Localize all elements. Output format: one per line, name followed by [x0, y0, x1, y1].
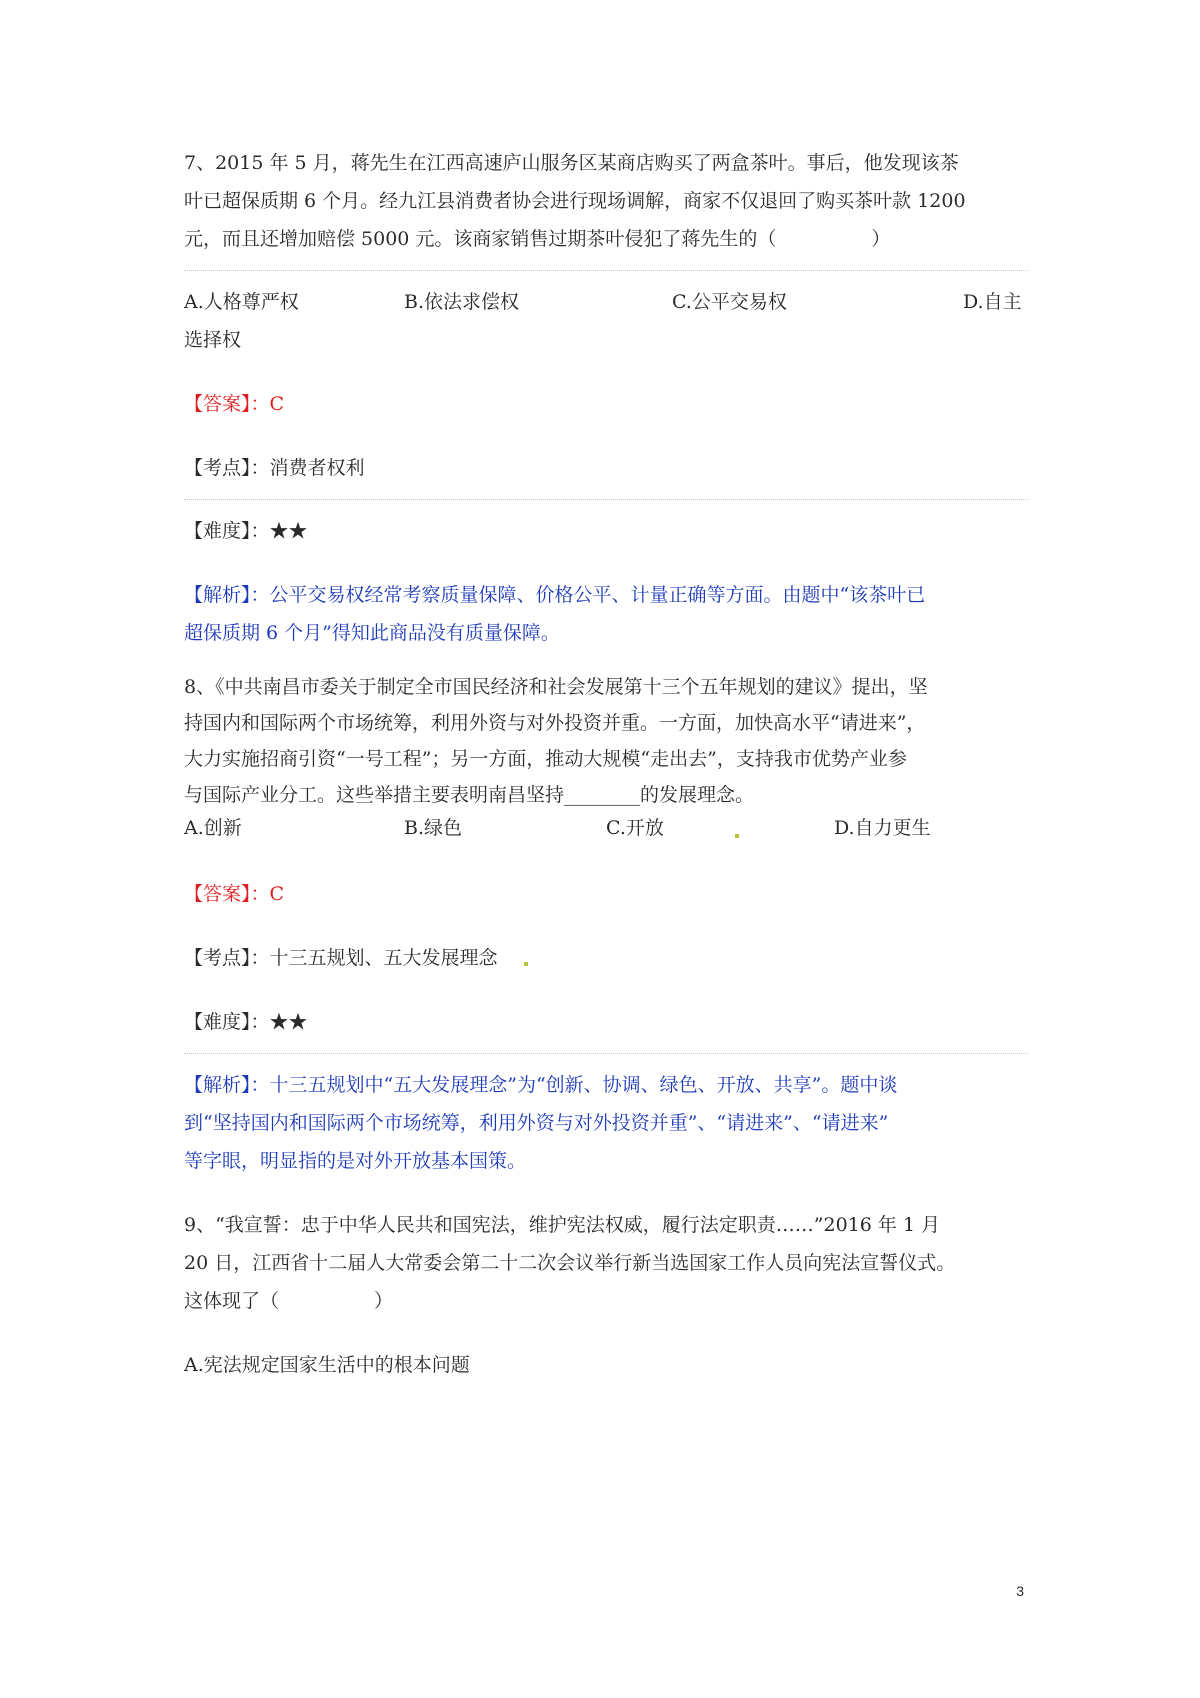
point-value: 十三五规划、五大发展理念: [269, 947, 498, 969]
q9-stem-line-2: 20 日，江西省十二届人大常委会第二十二次会议举行新当选国家工作人员向宪法宣誓仪式。: [184, 1252, 956, 1274]
q8-option-b: B.绿色: [404, 817, 463, 839]
answer-label: 【答案】：: [184, 883, 270, 905]
point-value: 消费者权利: [269, 457, 365, 479]
analysis-text: 公平交易权经常考察质量保障、价格公平、计量正确等方面。由题中“该茶叶已: [269, 584, 926, 606]
dotted-divider: [184, 499, 1028, 500]
difficulty-label: 【难度】：: [184, 1011, 270, 1033]
q7-answer: [184, 384, 1028, 424]
q7-stem-line-1: 7、2015 年 5 月，蒋先生在江西高速庐山服务区某商店购买了两盒茶叶。事后，他发现该茶: [184, 152, 959, 174]
q7-option-b: B.依法求偿权: [404, 291, 520, 313]
q7-analysis-line-2: 超保质期 6 个月”得知此商品没有质量保障。: [184, 622, 560, 644]
q7-point: [184, 448, 1028, 488]
q8-point: [184, 938, 1028, 978]
analysis-label: 【解析】：: [184, 1074, 270, 1096]
analysis-text: 十三五规划中“五大发展理念”为“创新、协调、绿色、开放、共享”。题中谈: [269, 1074, 898, 1096]
q8-stem-line-3: 大力实施招商引资“一号工程”；另一方面，推动大规模“走出去”，支持我市优势产业参: [184, 748, 907, 770]
q8-option-c: C.开放: [606, 817, 664, 839]
q7-stem-line-3: 元，而且还增加赔偿 5000 元。该商家销售过期茶叶侵犯了蒋先生的（ ）: [184, 228, 891, 250]
difficulty-stars: ★★: [269, 1011, 308, 1033]
difficulty-label: 【难度】：: [184, 520, 270, 542]
q8-analysis-line-1: [184, 1065, 1028, 1105]
q7-difficulty: [184, 511, 1028, 551]
dotted-divider: [184, 270, 1028, 271]
point-label: 【考点】：: [184, 947, 270, 969]
answer-label: 【答案】：: [184, 393, 270, 415]
q8-stem-line-2: 持国内和国际两个市场统筹，利用外资与对外投资并重。一方面，加快高水平“请进来”，: [184, 712, 926, 734]
q7-option-a: A.人格尊严权: [184, 291, 299, 313]
stray-mark: [735, 834, 739, 838]
q8-option-a: A.创新: [184, 817, 242, 839]
q9-stem-line-3: 这体现了（ ）: [184, 1290, 394, 1312]
q8-answer: [184, 874, 1028, 914]
q7-option-d-continued: 选择权: [184, 329, 242, 351]
q8-stem-line-4: 与国际产业分工。这些举措主要表明南昌坚持________的发展理念。: [184, 784, 755, 806]
dotted-divider: [184, 1053, 1028, 1054]
q7-analysis-line-1: [184, 575, 1028, 615]
q8-stem-line-1: 8、《中共南昌市委关于制定全市国民经济和社会发展第十三个五年规划的建议》提出，坚: [184, 676, 928, 698]
q8-analysis-line-3: 等字眼，明显指的是对外开放基本国策。: [184, 1150, 527, 1172]
q9-option-a: A.宪法规定国家生活中的根本问题: [184, 1354, 470, 1376]
analysis-label: 【解析】：: [184, 584, 270, 606]
q7-stem-line-2: 叶已超保质期 6 个月。经九江县消费者协会进行现场调解，商家不仅退回了购买茶叶款 1200: [184, 190, 966, 212]
stray-mark: [524, 962, 528, 966]
q7-option-c: C.公平交易权: [672, 291, 787, 313]
answer-value: C: [269, 883, 285, 905]
q8-analysis-line-2: 到“坚持国内和国际两个市场统筹，利用外资与对外投资并重”、“请进来”、“请进来”: [184, 1112, 889, 1134]
difficulty-stars: ★★: [269, 520, 308, 542]
q9-stem-line-1: 9、“我宣誓：忠于中华人民共和国宪法，维护宪法权威，履行法定职责……”2016 年 1 月: [184, 1214, 941, 1236]
point-label: 【考点】：: [184, 457, 270, 479]
answer-value: C: [269, 393, 285, 415]
page-number: 3: [1016, 1583, 1024, 1599]
q8-option-d: D.自力更生: [834, 817, 931, 839]
q8-difficulty: [184, 1002, 1028, 1042]
q7-option-d: D.自主: [963, 291, 1022, 313]
